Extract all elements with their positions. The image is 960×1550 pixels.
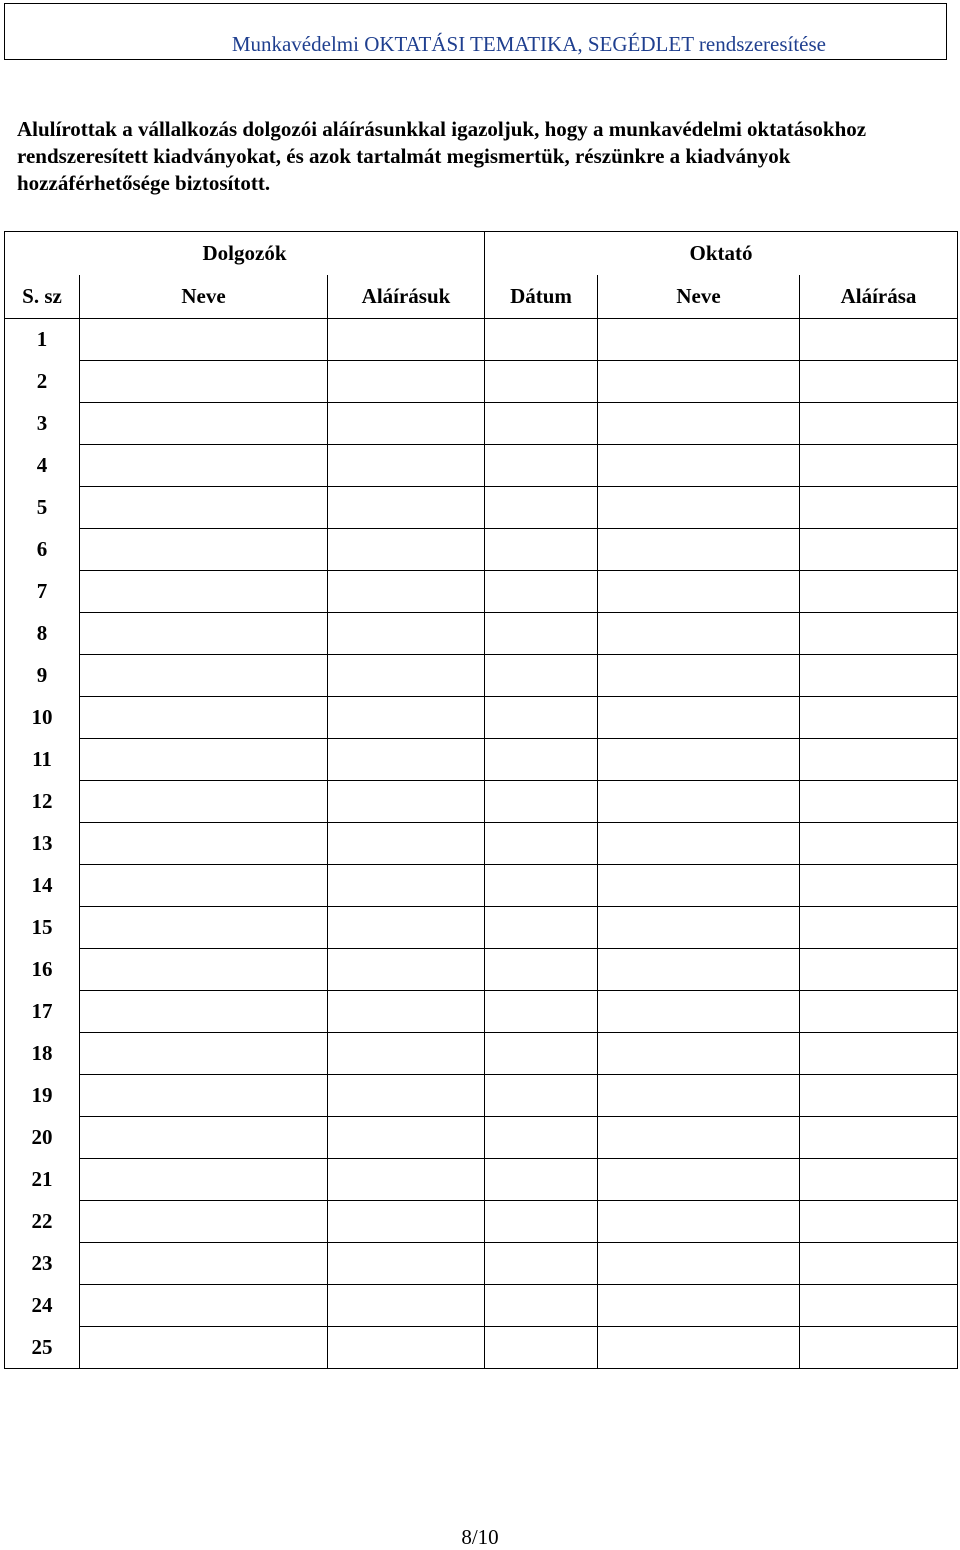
- date-cell[interactable]: [485, 1201, 598, 1243]
- instructor-signature-cell[interactable]: [800, 613, 958, 655]
- worker-signature-cell[interactable]: [328, 1033, 485, 1075]
- table-row: [5, 613, 958, 655]
- worker-name-cell[interactable]: [80, 781, 328, 823]
- row-number: 16: [5, 949, 80, 991]
- worker-name-cell[interactable]: [80, 445, 328, 487]
- instructor-signature-cell[interactable]: [800, 697, 958, 739]
- worker-signature-cell[interactable]: [328, 1285, 485, 1327]
- instructor-name-cell[interactable]: [598, 613, 800, 655]
- instructor-name-cell[interactable]: [598, 571, 800, 613]
- worker-name-cell[interactable]: [80, 1033, 328, 1075]
- table-row: [5, 1117, 958, 1159]
- row-number: 2: [5, 361, 80, 403]
- instructor-signature-cell[interactable]: [800, 739, 958, 781]
- table-row: [5, 697, 958, 739]
- row-number: 4: [5, 445, 80, 487]
- instructor-name-cell[interactable]: [598, 1201, 800, 1243]
- worker-name-cell[interactable]: [80, 949, 328, 991]
- row-number: 9: [5, 655, 80, 697]
- instructor-signature-cell[interactable]: [800, 907, 958, 949]
- table-row: [5, 1201, 958, 1243]
- page-header: [4, 3, 947, 60]
- instructor-signature-cell[interactable]: [800, 991, 958, 1033]
- date-cell[interactable]: [485, 823, 598, 865]
- instructor-name-cell[interactable]: [598, 823, 800, 865]
- instructor-signature-cell[interactable]: [800, 865, 958, 907]
- date-cell[interactable]: [485, 361, 598, 403]
- row-number: 11: [5, 739, 80, 781]
- col-header-worker-name: Neve: [80, 275, 328, 319]
- worker-signature-cell[interactable]: [328, 739, 485, 781]
- worker-signature-cell[interactable]: [328, 361, 485, 403]
- worker-signature-cell[interactable]: [328, 907, 485, 949]
- worker-signature-cell[interactable]: [328, 1327, 485, 1369]
- row-number: 13: [5, 823, 80, 865]
- instructor-name-cell[interactable]: [598, 319, 800, 361]
- worker-name-cell[interactable]: [80, 697, 328, 739]
- instructor-name-cell[interactable]: [598, 1327, 800, 1369]
- worker-signature-cell[interactable]: [328, 1243, 485, 1285]
- row-number: 10: [5, 697, 80, 739]
- worker-name-cell[interactable]: [80, 1285, 328, 1327]
- worker-signature-cell[interactable]: [328, 319, 485, 361]
- worker-signature-cell[interactable]: [328, 1117, 485, 1159]
- row-number: 8: [5, 613, 80, 655]
- table-row: [5, 403, 958, 445]
- instructor-signature-cell[interactable]: [800, 1201, 958, 1243]
- table-row: [5, 445, 958, 487]
- col-header-worker-signature: Aláírásuk: [328, 275, 485, 319]
- group-header-row: [5, 232, 958, 275]
- worker-name-cell[interactable]: [80, 1327, 328, 1369]
- table-row: [5, 529, 958, 571]
- worker-signature-cell[interactable]: [328, 613, 485, 655]
- worker-signature-cell[interactable]: [328, 991, 485, 1033]
- date-cell[interactable]: [485, 1159, 598, 1201]
- table-row: [5, 1159, 958, 1201]
- instructor-name-cell[interactable]: [598, 949, 800, 991]
- row-number: 12: [5, 781, 80, 823]
- header-title: Munkavédelmi OKTATÁSI TEMATIKA, SEGÉDLET rendszeresítése: [231, 32, 826, 56]
- worker-signature-cell[interactable]: [328, 823, 485, 865]
- row-number: 15: [5, 907, 80, 949]
- instructor-name-cell[interactable]: [598, 1159, 800, 1201]
- instructor-signature-cell[interactable]: [800, 1075, 958, 1117]
- worker-name-cell[interactable]: [80, 823, 328, 865]
- date-cell[interactable]: [485, 697, 598, 739]
- col-header-sz: S. sz: [5, 275, 80, 319]
- instructor-name-cell[interactable]: [598, 403, 800, 445]
- table-row: [5, 571, 958, 613]
- worker-name-cell[interactable]: [80, 1117, 328, 1159]
- instructor-signature-cell[interactable]: [800, 529, 958, 571]
- instructor-name-cell[interactable]: [598, 1117, 800, 1159]
- row-number: 20: [5, 1117, 80, 1159]
- instructor-name-cell[interactable]: [598, 361, 800, 403]
- instructor-signature-cell[interactable]: [800, 1117, 958, 1159]
- date-cell[interactable]: [485, 529, 598, 571]
- table-row: [5, 823, 958, 865]
- instructor-signature-cell[interactable]: [800, 781, 958, 823]
- worker-signature-cell[interactable]: [328, 1159, 485, 1201]
- column-header-row: [5, 275, 958, 319]
- instructor-signature-cell[interactable]: [800, 487, 958, 529]
- row-number: 22: [5, 1201, 80, 1243]
- table-row: [5, 991, 958, 1033]
- worker-signature-cell[interactable]: [328, 655, 485, 697]
- intro-paragraph: Alulírottak a vállalkozás dolgozói aláírásunkkal igazoljuk, hogy a munkavédelmi oktatásokhoz rendszeresített kiadványokat, és azok tartalmát megismertük, részünkre a kiadványok hozzáférhetősége biztosított.: [17, 117, 867, 195]
- row-number: 1: [5, 319, 80, 361]
- instructor-signature-cell[interactable]: [800, 655, 958, 697]
- date-cell[interactable]: [485, 655, 598, 697]
- instructor-name-cell[interactable]: [598, 697, 800, 739]
- instructor-signature-cell[interactable]: [800, 1033, 958, 1075]
- col-header-date: Dátum: [485, 275, 598, 319]
- date-cell[interactable]: [485, 571, 598, 613]
- worker-name-cell[interactable]: [80, 1201, 328, 1243]
- date-cell[interactable]: [485, 907, 598, 949]
- date-cell[interactable]: [485, 1243, 598, 1285]
- instructor-name-cell[interactable]: [598, 865, 800, 907]
- date-cell[interactable]: [485, 403, 598, 445]
- instructor-name-cell[interactable]: [598, 1075, 800, 1117]
- date-cell[interactable]: [485, 319, 598, 361]
- worker-signature-cell[interactable]: [328, 949, 485, 991]
- row-number: 21: [5, 1159, 80, 1201]
- worker-signature-cell[interactable]: [328, 697, 485, 739]
- instructor-signature-cell[interactable]: [800, 823, 958, 865]
- table-row: [5, 781, 958, 823]
- table-row: [5, 865, 958, 907]
- instructor-signature-cell[interactable]: [800, 571, 958, 613]
- date-cell[interactable]: [485, 1117, 598, 1159]
- worker-name-cell[interactable]: [80, 361, 328, 403]
- worker-signature-cell[interactable]: [328, 865, 485, 907]
- table-row: [5, 949, 958, 991]
- table-row: [5, 655, 958, 697]
- date-cell[interactable]: [485, 445, 598, 487]
- worker-name-cell[interactable]: [80, 487, 328, 529]
- worker-name-cell[interactable]: [80, 865, 328, 907]
- worker-name-cell[interactable]: [80, 403, 328, 445]
- instructor-name-cell[interactable]: [598, 445, 800, 487]
- instructor-signature-cell[interactable]: [800, 1285, 958, 1327]
- col-header-instructor-signature: Aláírása: [800, 275, 958, 319]
- row-number: 7: [5, 571, 80, 613]
- row-number: 6: [5, 529, 80, 571]
- instructor-name-cell[interactable]: [598, 1033, 800, 1075]
- instructor-name-cell[interactable]: [598, 487, 800, 529]
- row-number: 3: [5, 403, 80, 445]
- table-row: [5, 1033, 958, 1075]
- worker-signature-cell[interactable]: [328, 781, 485, 823]
- date-cell[interactable]: [485, 739, 598, 781]
- instructor-name-cell[interactable]: [598, 991, 800, 1033]
- worker-name-cell[interactable]: [80, 1075, 328, 1117]
- worker-name-cell[interactable]: [80, 1159, 328, 1201]
- date-cell[interactable]: [485, 1285, 598, 1327]
- instructor-signature-cell[interactable]: [800, 361, 958, 403]
- worker-signature-cell[interactable]: [328, 1075, 485, 1117]
- worker-name-cell[interactable]: [80, 529, 328, 571]
- worker-name-cell[interactable]: [80, 319, 328, 361]
- table-row: [5, 907, 958, 949]
- table-row: [5, 1327, 958, 1369]
- date-cell[interactable]: [485, 613, 598, 655]
- date-cell[interactable]: [485, 949, 598, 991]
- instructor-name-cell[interactable]: [598, 655, 800, 697]
- instructor-name-cell[interactable]: [598, 529, 800, 571]
- instructor-name-cell[interactable]: [598, 1285, 800, 1327]
- worker-signature-cell[interactable]: [328, 487, 485, 529]
- row-number: 18: [5, 1033, 80, 1075]
- worker-name-cell[interactable]: [80, 739, 328, 781]
- date-cell[interactable]: [485, 1327, 598, 1369]
- instructor-signature-cell[interactable]: [800, 403, 958, 445]
- instructor-signature-cell[interactable]: [800, 1243, 958, 1285]
- row-number: 25: [5, 1327, 80, 1369]
- row-number: 5: [5, 487, 80, 529]
- instructor-name-cell[interactable]: [598, 907, 800, 949]
- date-cell[interactable]: [485, 1033, 598, 1075]
- table-row: [5, 487, 958, 529]
- row-number: 17: [5, 991, 80, 1033]
- instructor-name-cell[interactable]: [598, 1243, 800, 1285]
- row-number: 14: [5, 865, 80, 907]
- instructor-name-cell[interactable]: [598, 739, 800, 781]
- instructor-signature-cell[interactable]: [800, 1327, 958, 1369]
- group-instructor-header: Oktató: [485, 232, 958, 275]
- signature-table: [4, 231, 958, 1369]
- date-cell[interactable]: [485, 865, 598, 907]
- worker-signature-cell[interactable]: [328, 529, 485, 571]
- instructor-name-cell[interactable]: [598, 781, 800, 823]
- table-row: [5, 1243, 958, 1285]
- date-cell[interactable]: [485, 781, 598, 823]
- worker-name-cell[interactable]: [80, 1243, 328, 1285]
- instructor-signature-cell[interactable]: [800, 445, 958, 487]
- page-number: 8/10: [461, 1525, 499, 1549]
- instructor-signature-cell[interactable]: [800, 319, 958, 361]
- worker-name-cell[interactable]: [80, 991, 328, 1033]
- worker-name-cell[interactable]: [80, 571, 328, 613]
- table-row: [5, 1285, 958, 1327]
- date-cell[interactable]: [485, 1075, 598, 1117]
- worker-name-cell[interactable]: [80, 655, 328, 697]
- table-row: [5, 319, 958, 361]
- row-number: 19: [5, 1075, 80, 1117]
- col-header-instructor-name: Neve: [598, 275, 800, 319]
- worker-signature-cell[interactable]: [328, 571, 485, 613]
- table-row: [5, 1075, 958, 1117]
- table-row: [5, 739, 958, 781]
- date-cell[interactable]: [485, 991, 598, 1033]
- instructor-signature-cell[interactable]: [800, 1159, 958, 1201]
- worker-name-cell[interactable]: [80, 907, 328, 949]
- date-cell[interactable]: [485, 487, 598, 529]
- table-row: [5, 361, 958, 403]
- row-number: 24: [5, 1285, 80, 1327]
- group-workers-header: Dolgozók: [5, 232, 485, 275]
- row-number: 23: [5, 1243, 80, 1285]
- instructor-signature-cell[interactable]: [800, 949, 958, 991]
- worker-signature-cell[interactable]: [328, 1201, 485, 1243]
- worker-name-cell[interactable]: [80, 613, 328, 655]
- worker-signature-cell[interactable]: [328, 445, 485, 487]
- worker-signature-cell[interactable]: [328, 403, 485, 445]
